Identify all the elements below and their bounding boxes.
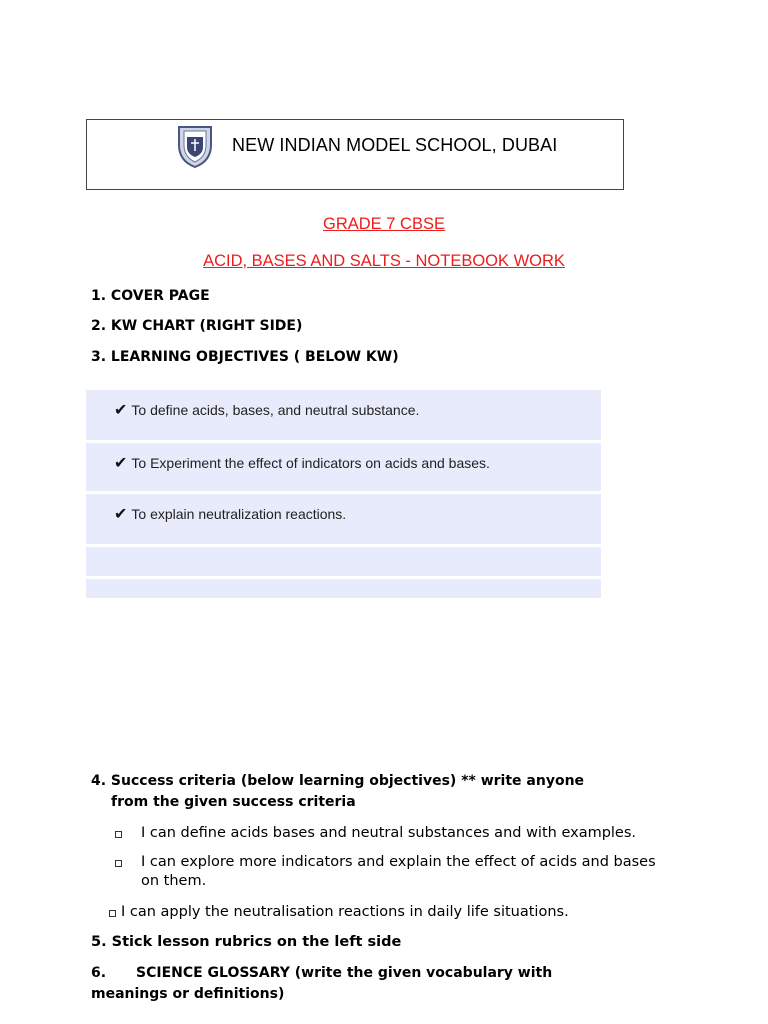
objective-text: To explain neutralization reactions. (131, 506, 347, 522)
checkmark-icon: ✔ (114, 455, 128, 472)
criteria-item: I can define acids bases and neutral substances and with examples. (141, 825, 637, 841)
objective-row (86, 443, 601, 491)
objective-row-empty (86, 547, 601, 576)
checkmark-icon: ✔ (114, 402, 128, 419)
step-kw-chart: 2. KW CHART (RIGHT SIDE) (91, 318, 303, 334)
objective-text: To Experiment the effect of indicators on acids and bases. (131, 455, 490, 471)
square-bullet-icon (115, 831, 122, 838)
grade-title: GRADE 7 CBSE (323, 215, 445, 233)
objective-row-empty (86, 579, 601, 598)
objective-text: To define acids, bases, and neutral substance. (131, 402, 420, 418)
step-glossary: SCIENCE GLOSSARY (write the given vocabulary with (136, 965, 553, 981)
checkmark-icon: ✔ (114, 506, 128, 523)
success-criteria-heading-cont: from the given success criteria (111, 794, 356, 810)
square-bullet-icon (109, 910, 116, 917)
school-name: NEW INDIAN MODEL SCHOOL, DUBAI (232, 135, 558, 155)
step-cover-page: 1. COVER PAGE (91, 288, 210, 304)
success-criteria-heading: 4. Success criteria (below learning objectives) ** write anyone (91, 773, 585, 789)
objective-row (86, 390, 601, 440)
step-learning-objectives: 3. LEARNING OBJECTIVES ( BELOW KW) (91, 349, 399, 365)
school-header-box (86, 119, 624, 190)
step-glossary-cont: meanings or definitions) (91, 986, 285, 1002)
square-bullet-icon (115, 860, 122, 867)
school-crest-icon (175, 123, 215, 169)
criteria-item-cont: on them. (141, 873, 207, 889)
subject-title: ACID, BASES AND SALTS - NOTEBOOK WORK (203, 252, 565, 270)
step-glossary-number: 6. (91, 965, 107, 981)
objective-row (86, 494, 601, 544)
criteria-item: I can apply the neutralisation reactions in daily life situations. (121, 904, 569, 920)
step-lesson-rubrics: 5. Stick lesson rubrics on the left side (91, 934, 402, 950)
criteria-item: I can explore more indicators and explain the effect of acids and bases (141, 854, 656, 870)
